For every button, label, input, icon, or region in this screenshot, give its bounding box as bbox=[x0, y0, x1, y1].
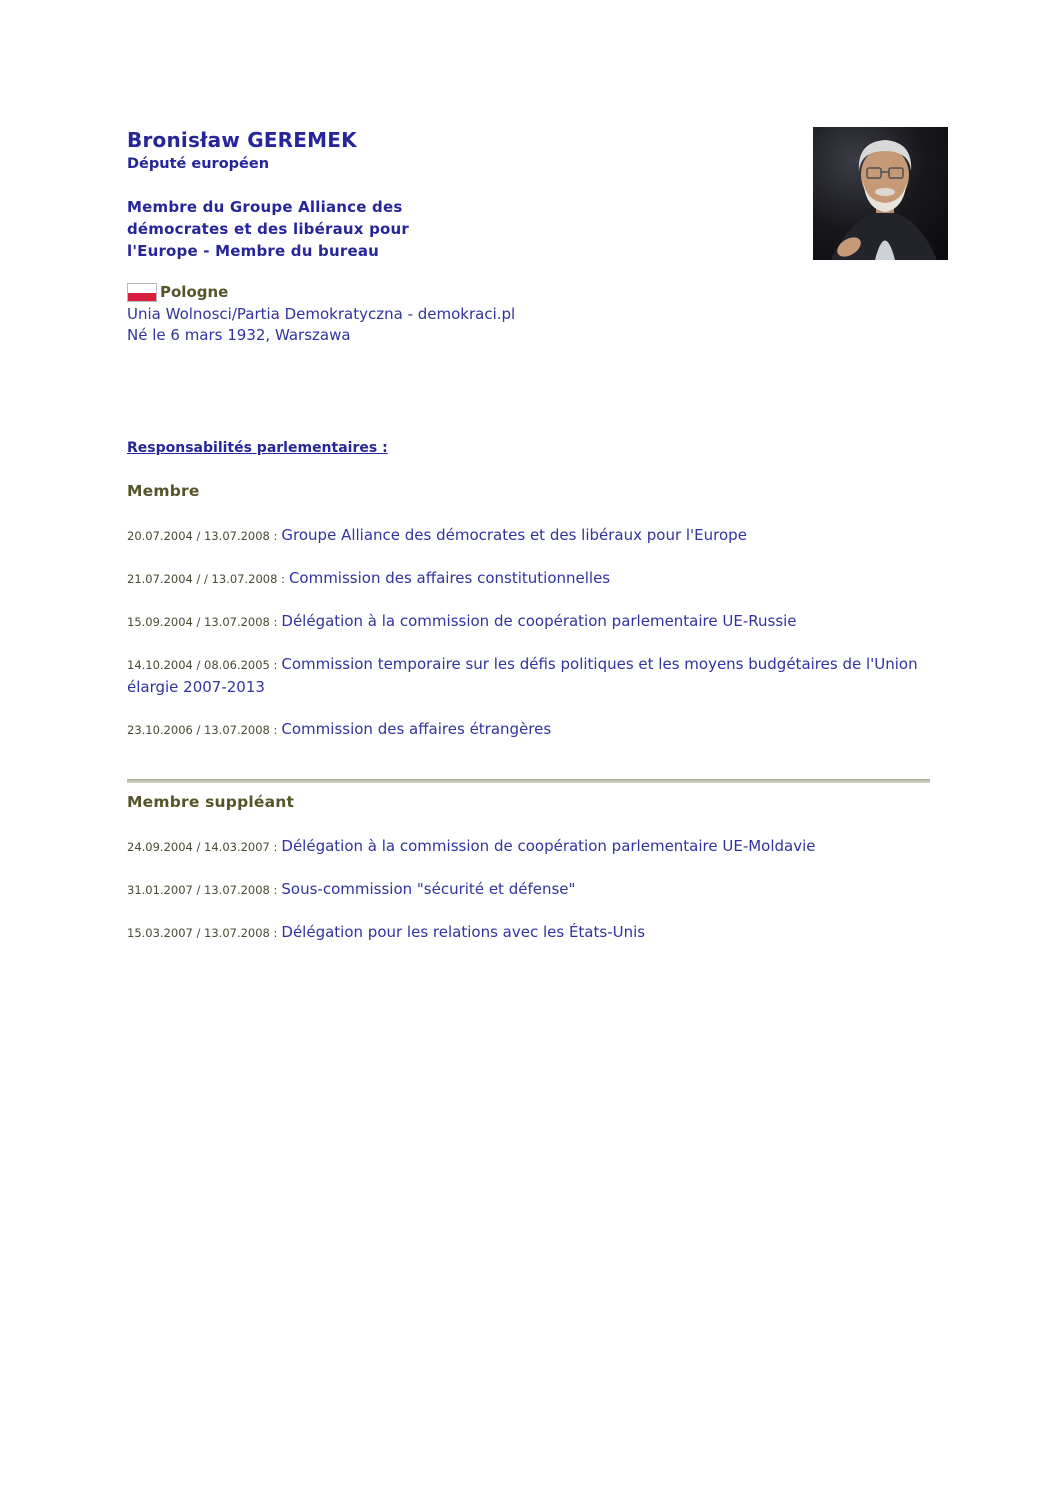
responsibility-item bbox=[127, 524, 933, 547]
date-range: 15.03.2007 / 13.07.2008 : bbox=[127, 926, 278, 940]
flag-white-stripe bbox=[128, 284, 156, 293]
birth-line: Né le 6 mars 1932, Warszawa bbox=[127, 326, 351, 344]
responsibility-item bbox=[127, 653, 933, 698]
section-divider bbox=[127, 779, 930, 783]
date-range: 24.09.2004 / 14.03.2007 : bbox=[127, 840, 278, 854]
page-title: Bronisław GEREMEK bbox=[127, 128, 357, 152]
group-membership: Membre du Groupe Alliance des démocrates et des libéraux pour l'Europe - Membre du bureau bbox=[127, 198, 409, 260]
date-range: 23.10.2006 / 13.07.2008 : bbox=[127, 723, 278, 737]
date-range: 15.09.2004 / 13.07.2008 : bbox=[127, 615, 278, 629]
item-label: Sous-commission "sécurité et défense" bbox=[281, 880, 576, 898]
item-label: Délégation à la commission de coopération parlementaire UE-Moldavie bbox=[281, 837, 816, 855]
profile-photo bbox=[813, 127, 948, 260]
responsibility-item bbox=[127, 878, 933, 901]
item-label: Commission des affaires constitutionnelles bbox=[288, 569, 611, 587]
substitute-heading: Membre suppléant bbox=[127, 793, 295, 811]
mep-role: Député européen bbox=[127, 156, 270, 172]
item-label: Délégation à la commission de coopération parlementaire UE-Russie bbox=[281, 612, 797, 630]
responsibilities-heading: Responsabilités parlementaires : bbox=[127, 440, 388, 456]
member-heading: Membre bbox=[127, 482, 200, 500]
item-label: Commission des affaires étrangères bbox=[281, 720, 552, 738]
responsibility-item bbox=[127, 567, 933, 590]
flag-red-stripe bbox=[128, 293, 156, 302]
item-label: Groupe Alliance des démocrates et des libéraux pour l'Europe bbox=[281, 526, 747, 544]
profile-header bbox=[127, 128, 807, 344]
country-label: Pologne bbox=[160, 282, 229, 301]
date-range: 14.10.2004 / 08.06.2005 : bbox=[127, 658, 278, 672]
poland-flag-icon bbox=[127, 283, 157, 302]
date-range: 31.01.2007 / 13.07.2008 : bbox=[127, 883, 278, 897]
date-range: 20.07.2004 / 13.07.2008 : bbox=[127, 529, 278, 543]
portrait-illustration bbox=[813, 127, 948, 260]
responsibilities-section bbox=[127, 440, 933, 964]
date-range: 21.07.2004 / / 13.07.2008 : bbox=[127, 572, 285, 586]
item-label: Commission temporaire sur les défis politiques et les moyens budgétaires de l'Union élargie 2007-2013 bbox=[127, 655, 918, 696]
country-row bbox=[127, 282, 807, 301]
item-label: Délégation pour les relations avec les États-Unis bbox=[281, 923, 646, 941]
responsibility-item bbox=[127, 610, 933, 633]
responsibility-item bbox=[127, 921, 933, 944]
responsibility-item bbox=[127, 718, 933, 741]
party-line: Unia Wolnosci/Partia Demokratyczna - demokraci.pl bbox=[127, 305, 516, 323]
responsibility-item bbox=[127, 835, 933, 858]
